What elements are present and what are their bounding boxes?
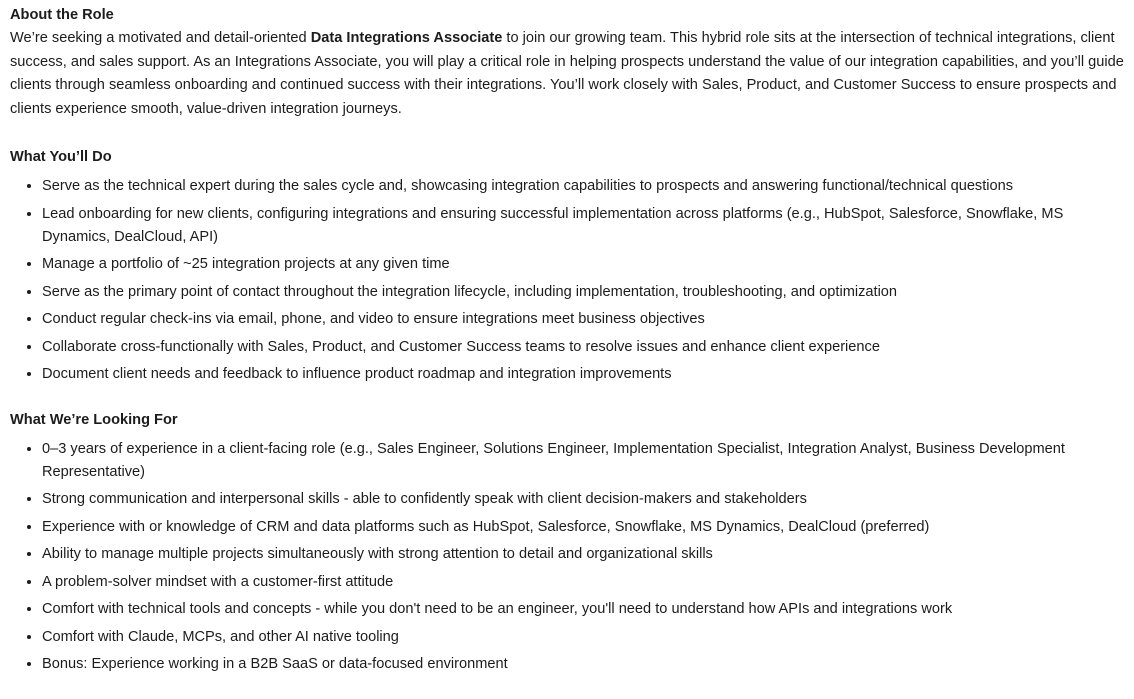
list-item: • Comfort with technical tools and concepts - while you don't need to be an engineer, you'll need to understand how APIs and integrations work xyxy=(42,597,1130,621)
duties-list xyxy=(10,174,1130,386)
list-item: • Document client needs and feedback to influence product roadmap and integration improvements xyxy=(42,362,1130,386)
about-paragraph xyxy=(10,27,1130,121)
list-item: • Serve as the primary point of contact throughout the integration lifecycle, including implementation, troubleshooting, and optimization xyxy=(42,280,1130,304)
duties-heading: What You’ll Do xyxy=(10,149,112,165)
list-item: • 0–3 years of experience in a client-facing role (e.g., Sales Engineer, Solutions Engineer, Implementation Specialist, Integration Analyst, Business Development Representative) xyxy=(42,437,1130,484)
requirements-list xyxy=(10,437,1130,677)
list-item: • Experience with or knowledge of CRM and data platforms such as HubSpot, Salesforce, Snowflake, MS Dynamics, DealCloud (preferred) xyxy=(42,515,1130,539)
role-title: Data Integrations Associate xyxy=(310,30,503,46)
about-intro-before: We’re seeking a motivated and detail-oriented xyxy=(10,30,311,46)
requirements-heading: What We’re Looking For xyxy=(10,411,178,428)
list-item: • Serve as the technical expert during the sales cycle and, showcasing integration capabilities to prospects and answering functional/technical questions xyxy=(42,174,1130,198)
list-item: • Ability to manage multiple projects simultaneously with strong attention to detail and organizational skills xyxy=(42,542,1130,566)
list-item: • Manage a portfolio of ~25 integration projects at any given time xyxy=(42,252,1130,276)
list-item: • Comfort with Claude, MCPs, and other AI native tooling xyxy=(42,625,1130,649)
about-intro-after: to join our growing team. This hybrid role sits at the intersection of technical integrations, client success, and sales support. As an Integrations Associate, you will play a critical role in helping prospects understand the value of our integration capabilities, and you’ll guide clients through seamless onboarding and continued success with their integrations. You’ll work closely with Sales, Product, and Customer Success to ensure prospects and clients experience smooth, value-driven integration journeys. xyxy=(10,30,1124,117)
list-item: • Bonus: Experience working in a B2B SaaS or data-focused environment xyxy=(42,652,1130,676)
list-item: • Conduct regular check-ins via email, phone, and video to ensure integrations meet business objectives xyxy=(42,307,1130,331)
list-item: • Lead onboarding for new clients, configuring integrations and ensuring successful implementation across platforms (e.g., HubSpot, Salesforce, Snowflake, MS Dynamics, DealCloud, API) xyxy=(42,202,1130,249)
about-heading: About the Role xyxy=(10,7,114,23)
list-item: • A problem-solver mindset with a customer-first attitude xyxy=(42,570,1130,594)
list-item: • Strong communication and interpersonal skills - able to confidently speak with client decision-makers and stakeholders xyxy=(42,487,1130,511)
list-item: • Collaborate cross-functionally with Sales, Product, and Customer Success teams to resolve issues and enhance client experience xyxy=(42,335,1130,359)
